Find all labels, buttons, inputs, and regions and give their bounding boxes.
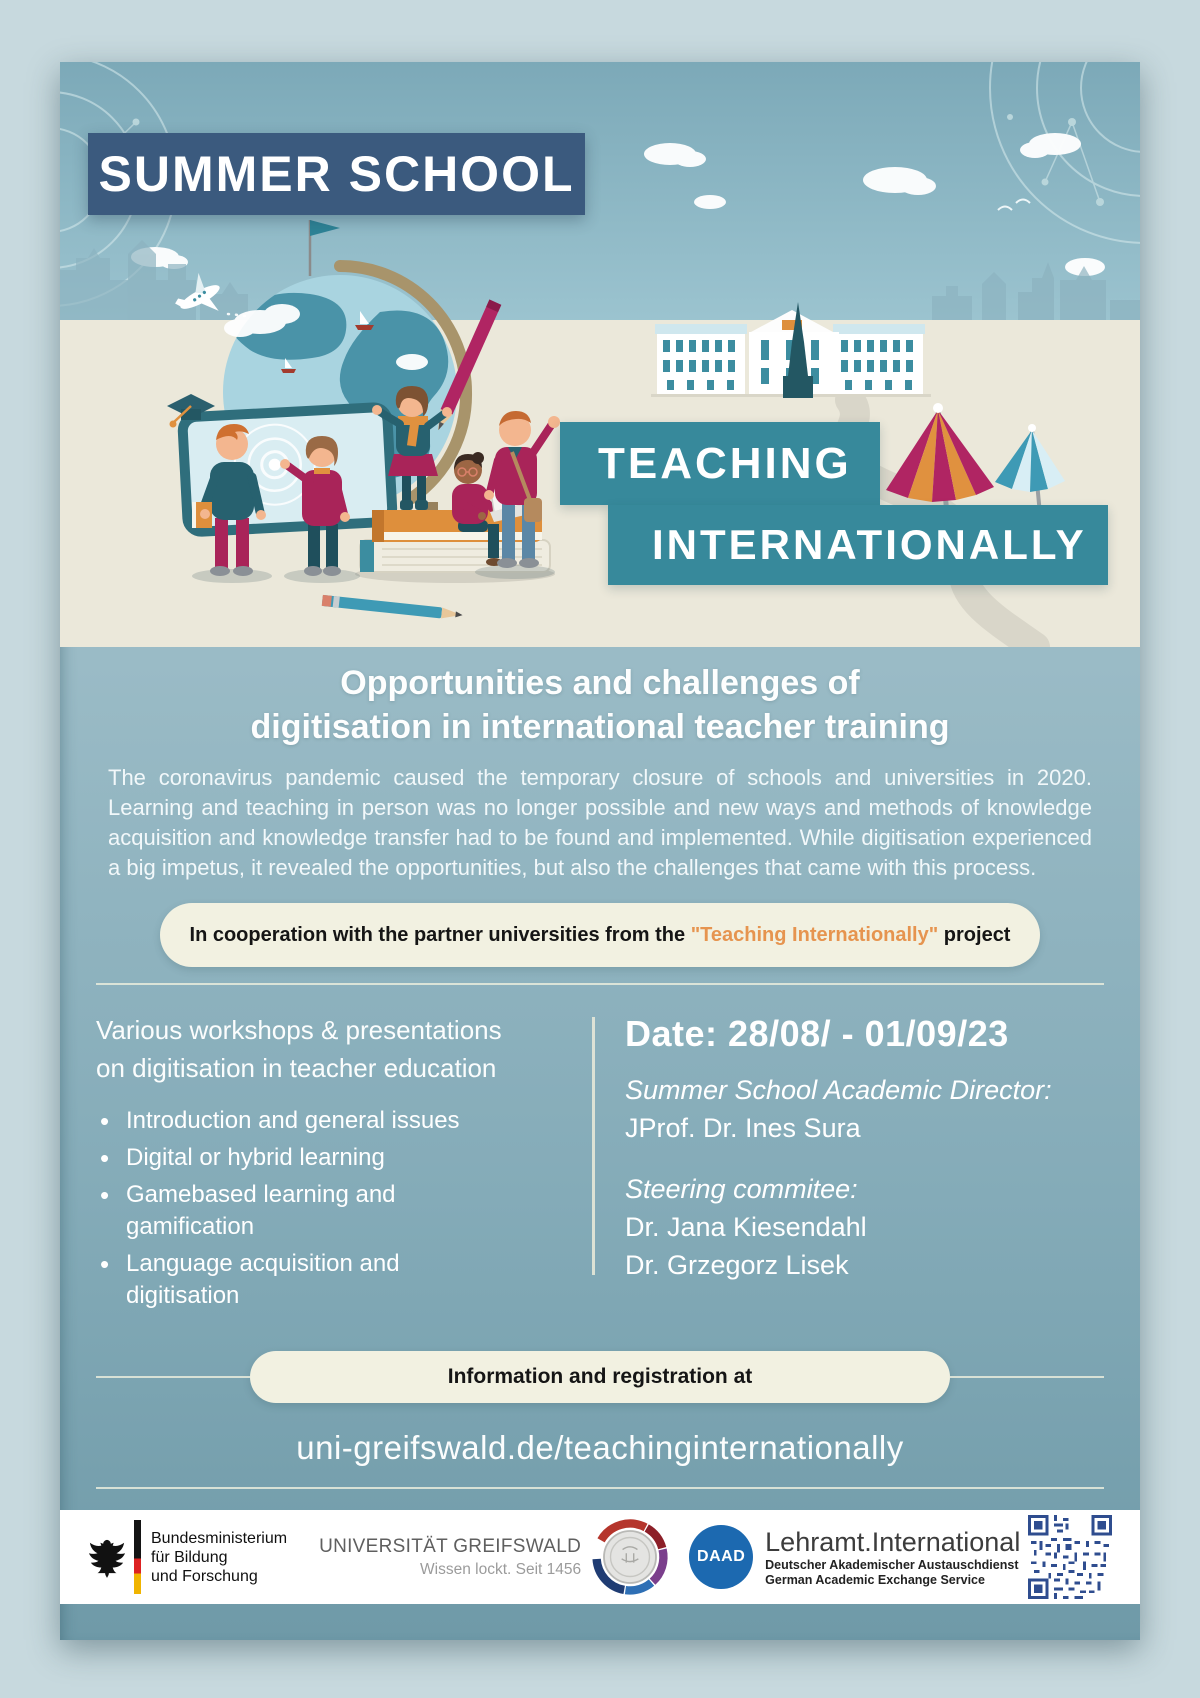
hero-illustration [60, 62, 1140, 647]
uni-greifswald-logo [319, 1518, 669, 1596]
qr-code [1028, 1515, 1112, 1599]
director-name: JProf. Dr. Ines Sura [625, 1113, 861, 1143]
summer-school-poster [60, 62, 1140, 1640]
registration-url: uni-greifswald.de/teachinginternationally [296, 1429, 904, 1466]
workshops-column [96, 1011, 586, 1317]
list-item: • Gamebased learning and gamification [96, 1179, 516, 1243]
registration-line-left [96, 1376, 250, 1378]
lehramt-international-label [765, 1527, 1020, 1588]
bmbf-line: und Forschung [151, 1567, 258, 1585]
teaching-banner [560, 422, 880, 505]
internationally-banner [608, 505, 1108, 585]
university-seal-icon [591, 1518, 669, 1596]
uni-name: UNIVERSITÄT GREIFSWALD [319, 1535, 582, 1557]
daad-circle-icon: DAAD [689, 1525, 753, 1589]
partner-logos-bar [60, 1510, 1140, 1604]
registration-line-right [950, 1376, 1104, 1378]
steering-label: Steering commitee: [625, 1174, 858, 1204]
daad-subtitle-de: Deutscher Akademischer Austauschdienst [765, 1557, 1019, 1572]
poster-title-line1: Opportunities and challenges of [340, 664, 860, 702]
poster-body [60, 647, 1140, 1510]
poster-title-line2: digitisation in international teacher training [250, 708, 950, 746]
federal-eagle-icon [88, 1536, 126, 1578]
german-flag-bar [134, 1520, 141, 1594]
event-details-column [625, 1011, 1104, 1317]
lehramt-title: Lehramt.International [765, 1526, 1021, 1557]
divider-top [96, 983, 1104, 985]
steering-member: Dr. Jana Kiesendahl [625, 1212, 867, 1242]
summer-school-banner [88, 133, 585, 215]
list-item: • Digital or hybrid learning [96, 1142, 516, 1174]
bmbf-logo [88, 1520, 287, 1594]
workshops-heading-line1: Various workshops & presentations [96, 1015, 502, 1045]
workshops-list [96, 1105, 516, 1312]
divider-bottom [96, 1487, 1104, 1489]
column-divider [592, 1017, 595, 1275]
cooperation-text-prefix: In cooperation with the partner universities from the [189, 923, 691, 946]
bmbf-line: Bundesministerium [151, 1529, 288, 1547]
details-section [96, 1011, 1104, 1317]
registration-row [96, 1351, 1104, 1403]
workshops-heading [96, 1011, 586, 1087]
internationally-title: INTERNATIONALLY [652, 521, 1087, 568]
teaching-title: TEACHING [598, 438, 852, 488]
intro-paragraph: The coronavirus pandemic caused the temporary closure of schools and universities in 2020. Learning and teaching in person was no longer possible and new ways and methods of knowledge acquisition and knowledge transfer had to be found and implemented. While digitisation experienced a big impetus, it revealed the opportunities, but also the challenges that came with this process. [108, 765, 1092, 880]
cooperation-text-suffix: project [938, 923, 1011, 946]
bmbf-line: für Bildung [151, 1548, 228, 1566]
event-date: Date: 28/08/ - 01/09/23 [625, 1013, 1009, 1054]
cooperation-pill [160, 903, 1041, 967]
daad-subtitle-en: German Academic Exchange Service [765, 1572, 985, 1587]
list-item: • Introduction and general issues [96, 1105, 516, 1137]
poster-title [96, 661, 1104, 749]
daad-logo [689, 1525, 1020, 1589]
uni-greifswald-label [319, 1536, 581, 1579]
list-item: • Language acquisition and digitisation [96, 1248, 516, 1312]
summer-school-title: SUMMER SCHOOL [98, 146, 575, 202]
card-bottom-band [60, 1604, 1140, 1640]
steering-member: Dr. Grzegorz Lisek [625, 1250, 849, 1280]
director-label: Summer School Academic Director: [625, 1075, 1052, 1105]
registration-pill: Information and registration at [250, 1351, 950, 1403]
cooperation-project-highlight: "Teaching Internationally" [690, 923, 939, 946]
workshops-heading-line2: on digitisation in teacher education [96, 1053, 497, 1083]
uni-tagline: Wissen lockt. Seit 1456 [420, 1560, 582, 1578]
bmbf-label [151, 1529, 287, 1586]
